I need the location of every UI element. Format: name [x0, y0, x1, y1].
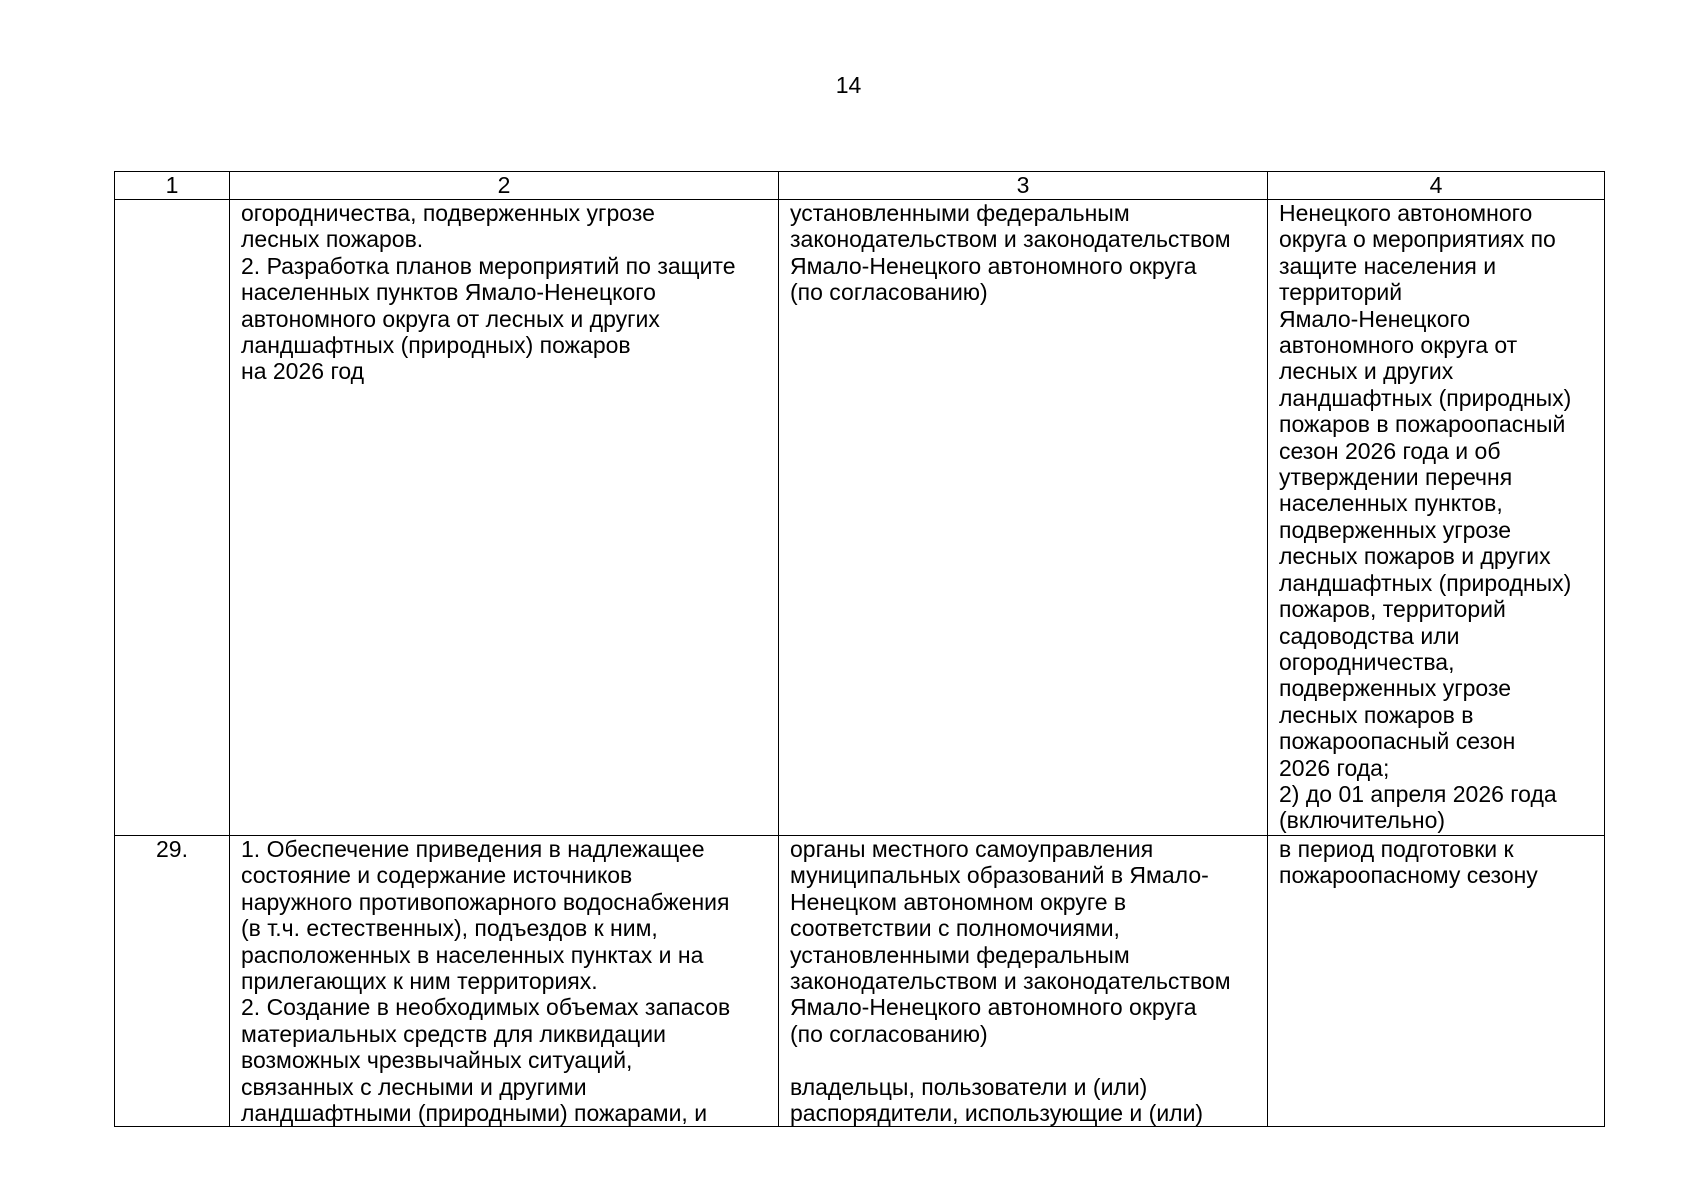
text-line: садоводства или [1279, 622, 1460, 649]
text-line: огородничества, [1279, 648, 1455, 675]
table-row [115, 200, 1605, 836]
page-number: 14 [835, 72, 862, 98]
text-line: пожаров, территорий [1279, 596, 1506, 623]
row-number [115, 200, 230, 836]
text-line: Ямало-Ненецкого автономного округа [790, 252, 1197, 279]
text-line: владельцы, пользователи и (или) [790, 1073, 1148, 1100]
header-cell-1: 1 [115, 172, 230, 200]
text-line: законодательством и законодательством [790, 968, 1231, 995]
text-line: установленными федеральным [790, 941, 1130, 968]
text-line: подверженных угрозе [1279, 675, 1511, 702]
text-line: Ямало-Ненецкого [1279, 305, 1471, 332]
text-line: лесных и других [1279, 358, 1454, 385]
text-line: автономного округа от лесных и других [241, 305, 660, 332]
text-line: соответствии с полномочиями, [790, 915, 1120, 942]
responsible-cell [779, 836, 1268, 1127]
text-line: ландшафтными (природными) пожарами, и [241, 1100, 708, 1127]
text-line: округа о мероприятиях по [1279, 226, 1556, 253]
text-line: огородничества, подверженных угрозе [241, 200, 655, 226]
text-line: Ямало-Ненецкого автономного округа [790, 994, 1197, 1021]
text-line: связанных с лесными и другими [241, 1073, 587, 1100]
text-line: распорядители, использующие и (или) [790, 1100, 1204, 1127]
deadline-cell [1268, 200, 1605, 836]
text-line: 1. Обеспечение приведения в надлежащее [241, 836, 705, 862]
deadline-cell [1268, 836, 1605, 1127]
text-line: автономного округа от [1279, 332, 1518, 359]
text-line: 2. Разработка планов мероприятий по защите [241, 252, 736, 279]
text-line: (по согласованию) [790, 279, 988, 306]
text-line: подверженных угрозе [1279, 516, 1511, 543]
text-line [790, 1047, 1261, 1073]
text-line: ландшафтных (природных) пожаров [241, 332, 631, 359]
header-cell-2: 2 [230, 172, 779, 200]
row-number: 29. [115, 836, 230, 1127]
text-line: сезон 2026 года и об [1279, 437, 1501, 464]
text-line: ландшафтных (природных) [1279, 384, 1572, 411]
text-line: материальных средств для ликвидации [241, 1020, 666, 1047]
text-line: установленными федеральным [790, 200, 1130, 226]
table-row [115, 836, 1605, 1127]
text-line: расположенных в населенных пунктах и на [241, 941, 704, 968]
text-line: на 2026 год [241, 358, 365, 385]
text-line: лесных пожаров. [241, 226, 424, 253]
text-line: законодательством и законодательством [790, 226, 1231, 253]
text-line: пожаров в пожароопасный [1279, 411, 1566, 438]
text-line: населенных пунктов, [1279, 490, 1503, 517]
text-line: (включительно) [1279, 807, 1446, 834]
text-line: лесных пожаров и других [1279, 543, 1551, 570]
header-cell-4: 4 [1268, 172, 1605, 200]
text-line: пожароопасный сезон [1279, 728, 1516, 755]
text-line: пожароопасному сезону [1279, 862, 1538, 889]
text-line: муниципальных образований в Ямало- [790, 862, 1209, 889]
text-line: в период подготовки к [1279, 836, 1514, 862]
text-line: лесных пожаров в [1279, 701, 1474, 728]
text-line: возможных чрезвычайных ситуаций, [241, 1047, 633, 1074]
measures-cell [230, 836, 779, 1127]
text-line: (по согласованию) [790, 1020, 988, 1047]
measures-cell [230, 200, 779, 836]
text-line: 2. Создание в необходимых объемах запасов [241, 994, 731, 1021]
table-header-row [115, 172, 1605, 200]
text-line: населенных пунктов Ямало-Ненецкого [241, 279, 656, 306]
text-line: Ненецком автономном округе в [790, 888, 1127, 915]
text-line: защите населения и [1279, 252, 1497, 279]
text-line: 2026 года; [1279, 754, 1390, 781]
text-line: утверждении перечня [1279, 464, 1513, 491]
header-cell-3: 3 [779, 172, 1268, 200]
text-line: ландшафтных (природных) [1279, 569, 1572, 596]
text-line: состояние и содержание источников [241, 862, 633, 889]
text-line: органы местного самоуправления [790, 836, 1154, 862]
text-line: (в т.ч. естественных), подъездов к ним, [241, 915, 658, 942]
text-line: наружного противопожарного водоснабжения [241, 888, 730, 915]
text-line: Ненецкого автономного [1279, 200, 1533, 226]
measures-table [114, 171, 1605, 1127]
text-line: территорий [1279, 279, 1403, 306]
text-line: прилегающих к ним территориях. [241, 968, 598, 995]
responsible-cell [779, 200, 1268, 836]
text-line: 2) до 01 апреля 2026 года [1279, 780, 1557, 807]
